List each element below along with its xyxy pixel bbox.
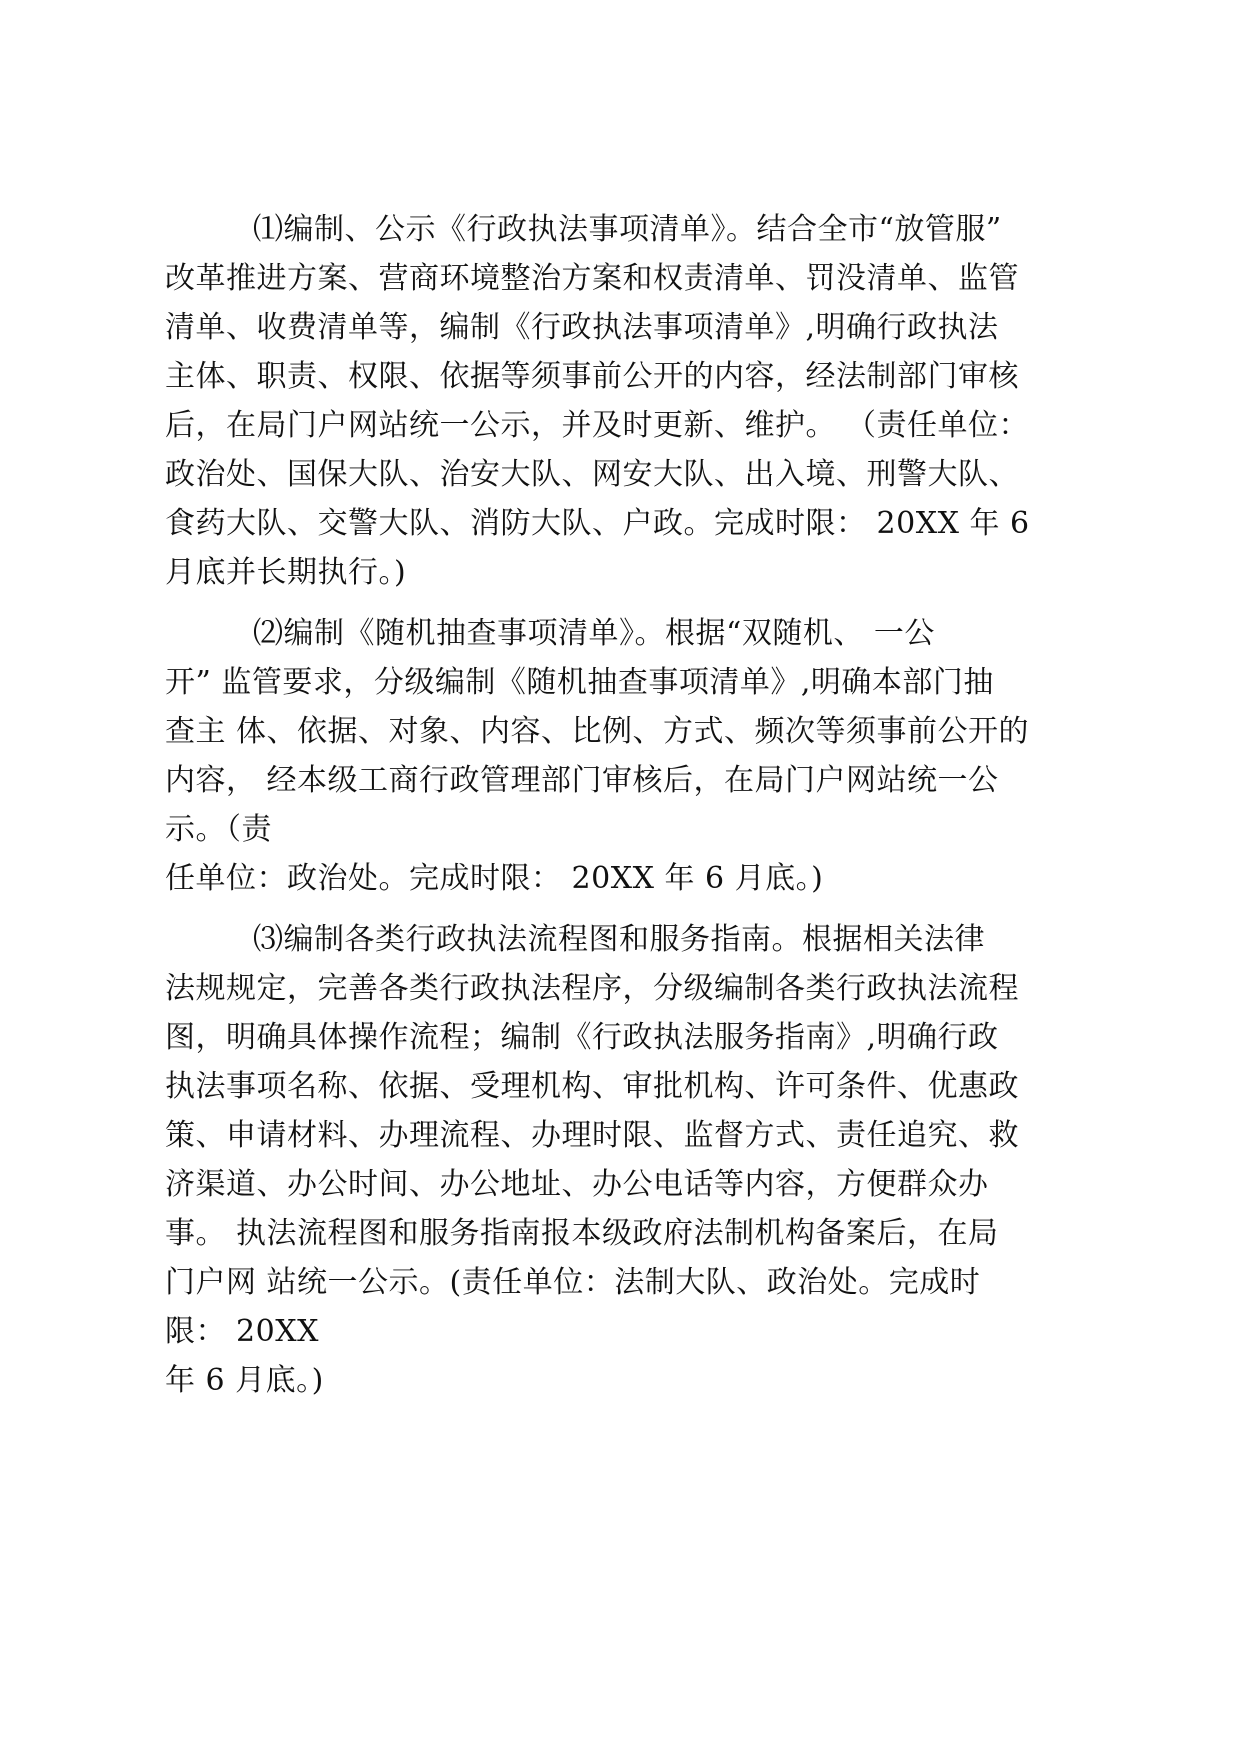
paragraph-3-line-1: ⑶编制各类行政执法流程图和服务指南。根据相关法律 — [253, 922, 985, 957]
paragraph-3-line-9: 限： 20XX — [165, 1314, 319, 1349]
paragraph-3-line-7: 事。 执法流程图和服务指南报本级政府法制机构备案后，在局 — [165, 1216, 999, 1251]
paragraph-1-line-4: 主体、职责、权限、依据等须事前公开的内容，经法制部门审核 — [165, 359, 1019, 394]
paragraph-2-line-6: 任单位：政治处。完成时限： 20XX 年 6 月底。) — [165, 861, 824, 896]
paragraph-1-line-6: 政治处、国保大队、治安大队、网安大队、出入境、刑警大队、 — [165, 457, 1019, 492]
paragraph-3-line-3: 图，明确具体操作流程；编制《行政执法服务指南》,明确行政 — [165, 1020, 999, 1055]
paragraph-2-line-4: 内容， 经本级工商行政管理部门审核后，在局门户网站统一公 — [165, 763, 999, 798]
paragraph-3-line-4: 执法事项名称、依据、受理机构、审批机构、许可条件、优惠政 — [165, 1069, 1019, 1104]
paragraph-2 — [165, 609, 1105, 903]
paragraph-3-line-10: 年 6 月底。) — [165, 1363, 324, 1398]
paragraph-1-line-8: 月底并长期执行。) — [165, 555, 407, 590]
paragraph-1-line-3: 清单、收费清单等，编制《行政执法事项清单》,明确行政执法 — [165, 310, 999, 345]
paragraph-1-line-2: 改革推进方案、营商环境整治方案和权责清单、罚没清单、监管 — [165, 261, 1019, 296]
paragraph-3-line-2: 法规规定，完善各类行政执法程序，分级编制各类行政执法流程 — [165, 971, 1019, 1006]
paragraph-1 — [165, 205, 1105, 597]
paragraph-2-line-1: ⑵编制《随机抽查事项清单》。根据“双随机、 一公 — [253, 616, 935, 651]
paragraph-2-line-2: 开” 监管要求，分级编制《随机抽查事项清单》,明确本部门抽 — [165, 665, 994, 700]
paragraph-1-line-7: 食药大队、交警大队、消防大队、户政。完成时限： 20XX 年 6 — [165, 506, 1030, 541]
paragraph-3-line-8: 门户网 站统一公示。(责任单位：法制大队、政治处。完成时 — [165, 1265, 981, 1300]
document-body — [165, 205, 1105, 1417]
paragraph-3-line-5: 策、申请材料、办理流程、办理时限、监督方式、责任追究、救 — [165, 1118, 1019, 1153]
paragraph-2-line-5: 示。（责 — [165, 812, 272, 847]
paragraph-1-line-5: 后，在局门户网站统一公示，并及时更新、维护。 （责任单位： — [165, 408, 1030, 443]
paragraph-1-line-1: ⑴编制、公示《行政执法事项清单》。结合全市“放管服” — [253, 212, 1002, 247]
paragraph-3-line-6: 济渠道、办公时间、办公地址、办公电话等内容，方便群众办 — [165, 1167, 989, 1202]
paragraph-3 — [165, 915, 1105, 1405]
paragraph-2-line-3: 查主 体、依据、对象、内容、比例、方式、频次等须事前公开的 — [165, 714, 1030, 749]
